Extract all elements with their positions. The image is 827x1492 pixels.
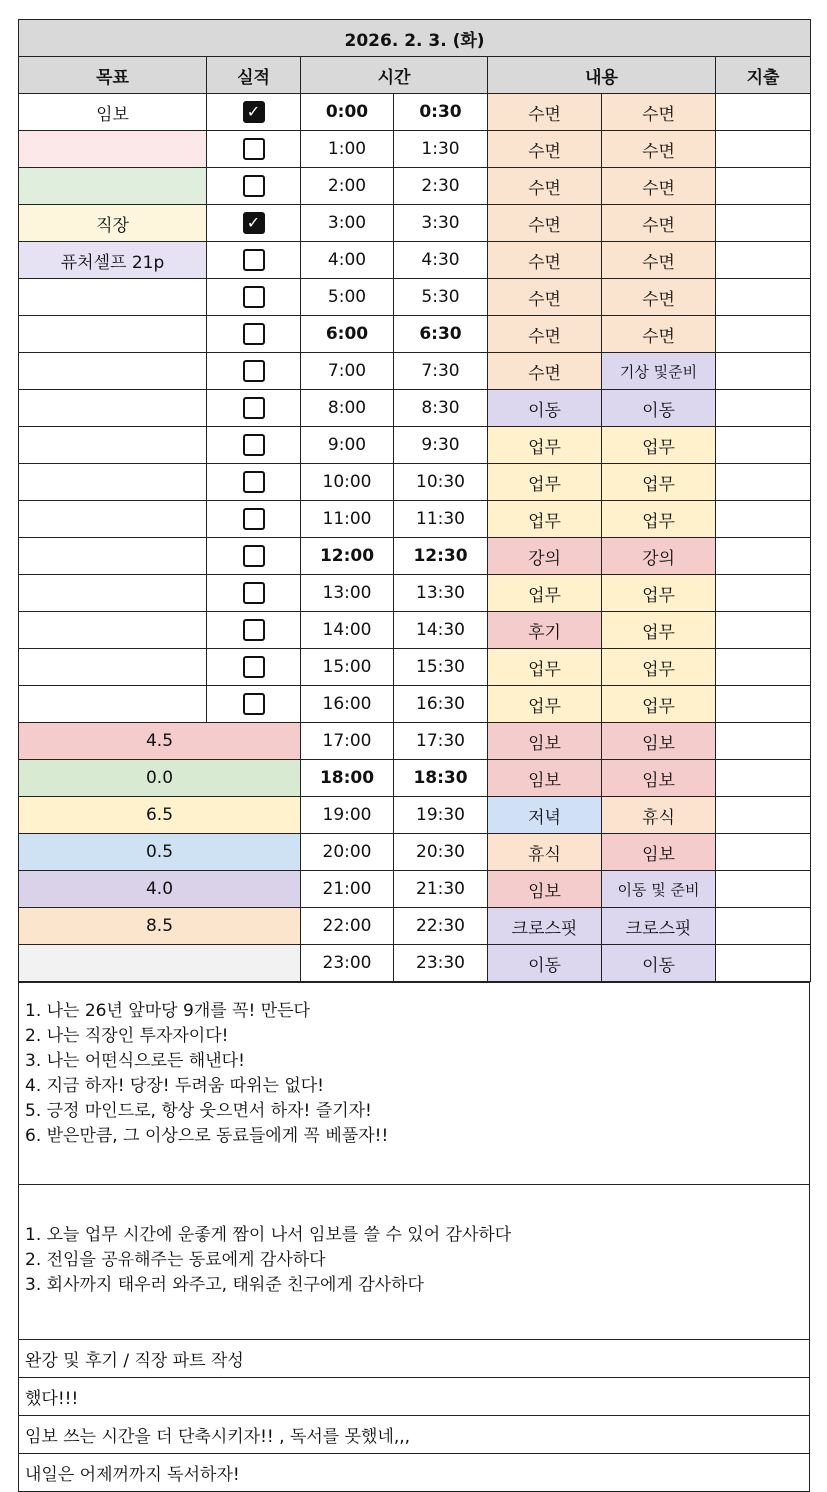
expense-cell[interactable] [716,649,811,686]
table-row [19,316,811,353]
time-end: 11:30 [394,501,488,538]
done-cell[interactable] [207,94,301,131]
activity-cell[interactable]: 강의 [488,538,602,575]
checkbox[interactable] [243,693,265,715]
note-line-4[interactable]: 내일은 어제꺼까지 독서하자! [19,1454,810,1492]
time-end: 20:30 [394,834,488,871]
goal-cell[interactable]: 퓨처셀프 21p [19,242,207,279]
gratitude-block[interactable] [19,1185,810,1340]
goal-cell[interactable] [19,279,207,316]
checkbox[interactable] [243,471,265,493]
time-end: 1:30 [394,131,488,168]
table-row [19,612,811,649]
time-end: 23:30 [394,945,488,982]
done-cell[interactable] [207,242,301,279]
table-row [19,723,811,760]
activity-cell[interactable]: 수면 [602,94,716,131]
time-start: 13:00 [301,575,394,612]
goal-cell[interactable] [19,649,207,686]
done-cell[interactable] [207,205,301,242]
table-row [19,501,811,538]
activity-cell[interactable]: 임보 [602,723,716,760]
activity-cell[interactable]: 수면 [602,131,716,168]
checkbox[interactable] [243,545,265,567]
daily-planner-sheet [18,19,810,1492]
expense-cell[interactable] [716,501,811,538]
expense-cell[interactable] [716,427,811,464]
summary-hours-cell: 6.5 [19,797,301,834]
goal-cell[interactable] [19,353,207,390]
time-start: 8:00 [301,390,394,427]
checkbox[interactable] [243,619,265,641]
done-cell[interactable] [207,316,301,353]
done-cell[interactable] [207,464,301,501]
expense-cell[interactable] [716,575,811,612]
time-start: 16:00 [301,686,394,723]
done-cell[interactable] [207,649,301,686]
time-end: 10:30 [394,464,488,501]
done-cell[interactable] [207,390,301,427]
activity-cell[interactable]: 업무 [602,464,716,501]
activity-cell[interactable]: 이동 [488,390,602,427]
summary-hours-cell: 0.5 [19,834,301,871]
time-start: 6:00 [301,316,394,353]
activity-cell[interactable]: 업무 [602,686,716,723]
activity-cell[interactable]: 수면 [602,242,716,279]
checkbox[interactable] [243,656,265,678]
activity-cell[interactable]: 업무 [602,575,716,612]
goal-cell[interactable] [19,168,207,205]
activity-cell[interactable]: 수면 [488,168,602,205]
activity-cell[interactable]: 기상 및준비 [602,353,716,390]
time-start: 14:00 [301,612,394,649]
activity-cell[interactable]: 이동 및 준비 [602,871,716,908]
checkbox[interactable] [243,323,265,345]
activity-cell[interactable]: 수면 [602,168,716,205]
done-cell[interactable] [207,538,301,575]
table-row [19,353,811,390]
header-expense: 지출 [716,57,811,94]
expense-cell[interactable] [716,538,811,575]
time-end: 22:30 [394,908,488,945]
done-cell[interactable] [207,612,301,649]
header-done: 실적 [207,57,301,94]
table-row [19,908,811,945]
activity-cell[interactable]: 업무 [488,501,602,538]
table-row [19,427,811,464]
time-start: 23:00 [301,945,394,982]
time-end: 12:30 [394,538,488,575]
expense-cell[interactable] [716,723,811,760]
activity-cell[interactable]: 이동 [488,945,602,982]
expense-cell[interactable] [716,908,811,945]
activity-cell[interactable]: 업무 [488,649,602,686]
expense-cell[interactable] [716,390,811,427]
time-end: 9:30 [394,427,488,464]
time-end: 0:30 [394,94,488,131]
summary-hours-cell: 4.0 [19,871,301,908]
summary-hours-cell [19,945,301,982]
goal-cell[interactable] [19,390,207,427]
checkbox[interactable] [243,360,265,382]
note-line-3[interactable]: 임보 쓰는 시간을 더 단축시키자!! , 독서를 못했네,,, [19,1416,810,1454]
affirmation-line: 4. 지금 하자! 당장! 두려움 따위는 없다! [25,1076,324,1096]
time-start: 18:00 [301,760,394,797]
checkbox-checked[interactable]: ✓ [243,101,265,123]
checkbox[interactable] [243,175,265,197]
expense-cell[interactable] [716,353,811,390]
goal-cell[interactable]: 직장 [19,205,207,242]
activity-cell[interactable]: 수면 [488,279,602,316]
activity-cell[interactable]: 임보 [488,760,602,797]
affirmation-line: 3. 나는 어떤식으로든 해낸다! [25,1051,245,1071]
time-start: 19:00 [301,797,394,834]
activity-cell[interactable]: 업무 [602,612,716,649]
goal-cell[interactable] [19,686,207,723]
activity-cell[interactable]: 업무 [488,686,602,723]
checkbox[interactable] [243,434,265,456]
table-row [19,538,811,575]
table-row [19,945,811,982]
done-cell[interactable] [207,427,301,464]
done-cell[interactable] [207,575,301,612]
expense-cell[interactable] [716,205,811,242]
expense-cell[interactable] [716,242,811,279]
expense-cell[interactable] [716,612,811,649]
activity-cell[interactable]: 휴식 [602,797,716,834]
gratitude-line: 3. 회사까지 태우러 와주고, 태워준 친구에게 감사하다 [25,1275,424,1295]
expense-cell[interactable] [716,686,811,723]
affirmation-line: 5. 긍정 마인드로, 항상 웃으면서 하자! 즐기자! [25,1101,372,1121]
time-start: 9:00 [301,427,394,464]
header-time: 시간 [301,57,488,94]
table-row [19,205,811,242]
time-end: 15:30 [394,649,488,686]
activity-cell[interactable]: 업무 [488,575,602,612]
time-end: 5:30 [394,279,488,316]
done-cell[interactable] [207,501,301,538]
activity-cell[interactable]: 임보 [602,834,716,871]
done-cell[interactable] [207,168,301,205]
activity-cell[interactable]: 저녁 [488,797,602,834]
activity-cell[interactable]: 휴식 [488,834,602,871]
time-end: 17:30 [394,723,488,760]
activity-cell[interactable]: 업무 [602,501,716,538]
expense-cell[interactable] [716,279,811,316]
affirmation-line: 1. 나는 26년 앞마당 9개를 꼭! 만든다 [25,1001,310,1021]
expense-cell[interactable] [716,760,811,797]
expense-cell[interactable] [716,797,811,834]
checkbox-checked[interactable]: ✓ [243,212,265,234]
activity-cell[interactable]: 임보 [488,723,602,760]
table-row [19,797,811,834]
time-end: 3:30 [394,205,488,242]
goal-cell[interactable] [19,464,207,501]
checkbox[interactable] [243,138,265,160]
notes-table [18,982,810,1492]
expense-cell[interactable] [716,131,811,168]
activity-cell[interactable]: 임보 [488,871,602,908]
table-row [19,168,811,205]
time-end: 2:30 [394,168,488,205]
goal-cell[interactable] [19,131,207,168]
activity-cell[interactable]: 수면 [488,131,602,168]
time-start: 20:00 [301,834,394,871]
time-end: 8:30 [394,390,488,427]
time-start: 12:00 [301,538,394,575]
time-start: 2:00 [301,168,394,205]
header-content: 내용 [488,57,716,94]
table-row [19,94,811,131]
affirmation-line: 2. 나는 직장인 투자자이다! [25,1026,229,1046]
activity-cell[interactable]: 후기 [488,612,602,649]
checkbox[interactable] [243,582,265,604]
table-row [19,131,811,168]
expense-cell[interactable] [716,945,811,982]
done-cell[interactable] [207,686,301,723]
summary-hours-cell: 0.0 [19,760,301,797]
time-start: 5:00 [301,279,394,316]
checkbox[interactable] [243,508,265,530]
table-row [19,686,811,723]
activity-cell[interactable]: 수면 [488,242,602,279]
gratitude-line: 2. 전임을 공유해주는 동료에게 감사하다 [25,1250,326,1270]
table-row [19,871,811,908]
activity-cell[interactable]: 이동 [602,390,716,427]
activity-cell[interactable]: 수면 [488,205,602,242]
time-end: 21:30 [394,871,488,908]
time-end: 6:30 [394,316,488,353]
done-cell[interactable] [207,279,301,316]
activity-cell[interactable]: 업무 [602,649,716,686]
summary-hours-cell: 4.5 [19,723,301,760]
expense-cell[interactable] [716,464,811,501]
expense-cell[interactable] [716,168,811,205]
expense-cell[interactable] [716,316,811,353]
expense-cell[interactable] [716,871,811,908]
goal-cell[interactable]: 임보 [19,94,207,131]
checkbox[interactable] [243,249,265,271]
table-row [19,279,811,316]
goal-cell[interactable] [19,316,207,353]
table-row [19,575,811,612]
time-start: 4:00 [301,242,394,279]
table-row [19,649,811,686]
activity-cell[interactable]: 크로스핏 [488,908,602,945]
activity-cell[interactable]: 수면 [488,94,602,131]
time-start: 1:00 [301,131,394,168]
activity-cell[interactable]: 수면 [602,205,716,242]
done-cell[interactable] [207,353,301,390]
note-line-1[interactable]: 완강 및 후기 / 직장 파트 작성 [19,1340,810,1378]
time-start: 0:00 [301,94,394,131]
activity-cell[interactable]: 수면 [488,316,602,353]
table-row [19,464,811,501]
activity-cell[interactable]: 수면 [602,279,716,316]
time-end: 18:30 [394,760,488,797]
goal-cell[interactable] [19,575,207,612]
activity-cell[interactable]: 임보 [602,760,716,797]
time-end: 19:30 [394,797,488,834]
table-row [19,834,811,871]
header-goal: 목표 [19,57,207,94]
goal-cell[interactable] [19,612,207,649]
activity-cell[interactable]: 업무 [488,464,602,501]
time-end: 16:30 [394,686,488,723]
time-end: 4:30 [394,242,488,279]
goal-cell[interactable] [19,538,207,575]
date-title: 2026. 2. 3. (화) [19,20,811,57]
time-start: 15:00 [301,649,394,686]
time-end: 13:30 [394,575,488,612]
time-start: 11:00 [301,501,394,538]
time-start: 3:00 [301,205,394,242]
activity-cell[interactable]: 업무 [602,427,716,464]
checkbox[interactable] [243,286,265,308]
time-end: 7:30 [394,353,488,390]
expense-cell[interactable] [716,94,811,131]
time-start: 22:00 [301,908,394,945]
table-row [19,390,811,427]
goal-cell[interactable] [19,427,207,464]
summary-hours-cell: 8.5 [19,908,301,945]
activity-cell[interactable]: 업무 [488,427,602,464]
time-start: 7:00 [301,353,394,390]
planner-table [18,19,811,982]
activity-cell[interactable]: 수면 [602,316,716,353]
activity-cell[interactable]: 강의 [602,538,716,575]
activity-cell[interactable]: 수면 [488,353,602,390]
activity-cell[interactable]: 이동 [602,945,716,982]
expense-cell[interactable] [716,834,811,871]
time-start: 10:00 [301,464,394,501]
done-cell[interactable] [207,131,301,168]
goal-cell[interactable] [19,501,207,538]
gratitude-line: 1. 오늘 업무 시간에 운좋게 짬이 나서 임보를 쓸 수 있어 감사하다 [25,1225,512,1245]
table-row [19,242,811,279]
time-start: 17:00 [301,723,394,760]
activity-cell[interactable]: 크로스핏 [602,908,716,945]
affirmations-block[interactable] [19,983,810,1185]
time-start: 21:00 [301,871,394,908]
time-end: 14:30 [394,612,488,649]
table-row [19,760,811,797]
checkbox[interactable] [243,397,265,419]
affirmation-line: 6. 받은만큼, 그 이상으로 동료들에게 꼭 베풀자!! [25,1126,389,1146]
note-line-2[interactable]: 했다!!! [19,1378,810,1416]
